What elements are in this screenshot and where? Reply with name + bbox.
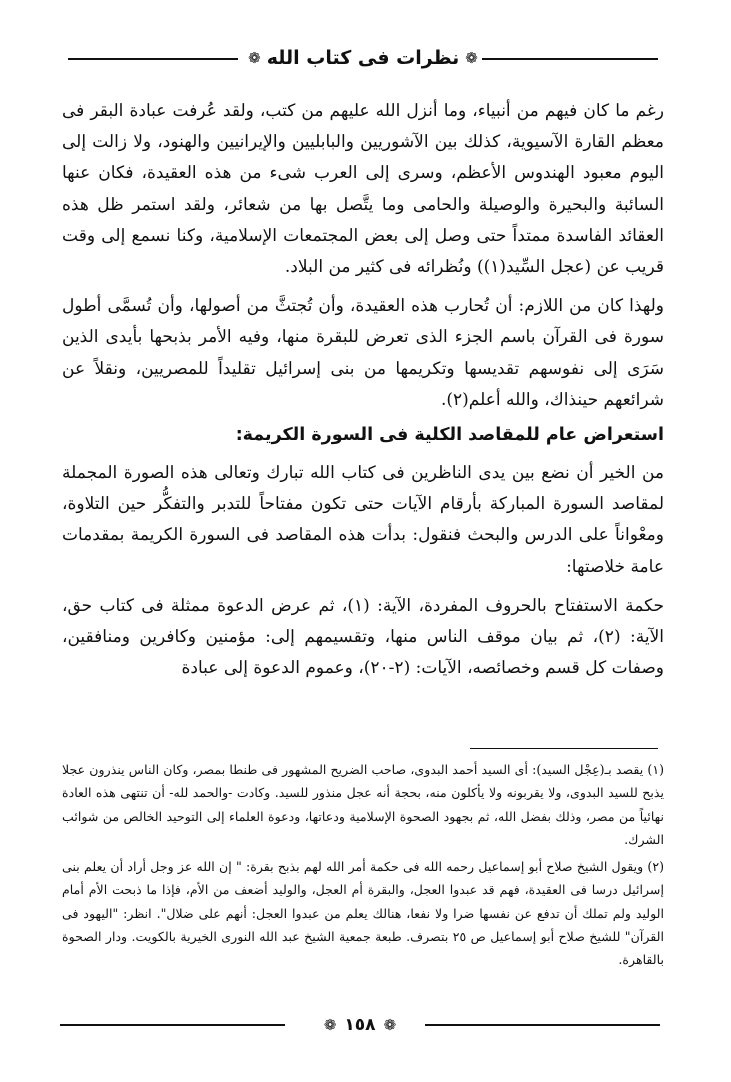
paragraph-4: حكمة الاستفتاح بالحروف المفردة، الآية: (١)، ثم عرض الدعوة ممثلة فى كتاب حق، الآية: (٢)، ثم بيان موقف الناس منها، وتقسيمهم إلى: مؤمنين وكافرين ومنافقين، وصفات كل قسم وخصائصه، الآيات: (٢-٢٠)، وعموم الدعوة إلى عبادة (62, 595, 665, 679)
footer-rule-right (425, 1024, 660, 1026)
header-rule-left (68, 58, 238, 60)
footnote-1: (١) يقصد بـ(عِجْل السيد): أى السيد أحمد البدوى، صاحب الضريح المشهور فى طنطا بمصر، وكان الناس ينذرون عجلا يذبح للسيد البدوى، ولا يقربونه ولا يأكلون منه، بحجة أنه عجل منذور للسيد. وكادت -والحمد لله- أن تنتهى هذه العادة نهائياً من مصر، وذلك بفضل الله، ثم بجهود الصحوة الإسلامية ودعاتها، ودعوة العلماء إلى التوحيد الخالص من شوائب الشرك. (62, 762, 664, 847)
ornament-icon: ❁ (248, 48, 261, 67)
footer-rule-left (60, 1024, 285, 1026)
main-text (62, 96, 664, 684)
footnote-2: (٢) ويقول الشيخ صلاح أبو إسماعيل رحمه الله فى حكمة أمر الله لهم بذبح بقرة: " إن الله عز وجل أراد أن يعلم بنى إسرائيل درسا فى العقيدة، فهم قد عبدوا العجل، والبقرة أم العجل، والوليد أضعف من الأم، فإذا ما ذبحت الأم أمام الوليد ولم تملك أن تدفع عن نفسها ضرا ولا نفعا، هنالك يعلم من عبدوا العجل: أنهم على ضلال". انظر: "اليهود فى القرآن" للشيخ صلاح أبو إسماعيل ص ٢٥ بتصرف. طبعة جمعية الشيخ عبد الله النورى الخيرية بالكويت. ودار الصحوة بالقاهرة. (62, 859, 665, 968)
running-title: نظرات فى كتاب الله (266, 47, 460, 69)
page-footer (60, 1011, 660, 1039)
running-title-group (244, 47, 482, 69)
footnotes (62, 758, 664, 972)
header-rule-right (478, 58, 658, 60)
paragraph-3: من الخير أن نضع بين يدى الناظرين فى كتاب الله تبارك وتعالى هذه الصورة المجملة لمقاصد السورة المباركة بأرقام الآيات حتى تكون مفتاحاً للتدبر والتفكُّر حين التلاوة، ومعْواناً على الدرس والبحث فنقول: بدأت هذه المقاصد فى السورة الكريمة بمقدمات عامة خلاصتها: (62, 463, 664, 577)
ornament-icon: ❁ (465, 48, 478, 67)
ornament-icon: ❁ (323, 1015, 337, 1034)
ornament-icon: ❁ (383, 1015, 397, 1034)
paragraph-2: ولهذا كان من اللازم: أن تُحارب هذه العقيدة، وأن تُجتثَّ من أصولها، وأن تُسمَّى أطول سورة فى القرآن باسم الجزء الذى تعرض للبقرة منها، وفيه الأمر بذبحها بأيدى الذين سَرَى إلى نفوسهم تقديسها وتكريمها من بنى إسرائيل تقليداً للمصريين، ونقلاً عن شرائعهم حينذاك، والله أعلم(٢). (62, 296, 664, 410)
footnote-separator (470, 748, 658, 749)
page-number: ١٥٨ (344, 1015, 376, 1035)
section-heading: استعراض عام للمقاصد الكلية فى السورة الكريمة: (235, 425, 664, 446)
page-number-group (320, 1015, 400, 1035)
page-header (68, 44, 658, 72)
paragraph-1: رغم ما كان فيهم من أنبياء، وما أنزل الله عليهم من كتب، ولقد عُرفت عبادة البقر فى معظم القارة الآسيوية، كذلك بين الآشوريين والبابليين والإيرانيين والهنود، ولا زالت إلى اليوم معبود الهندوس الأعظم، وسرى إلى العرب شىء من هذه العقيدة، فكان عنها السائبة والبحيرة والوصيلة والحامى وما يتَّصل بها من شعائر، ولقد استمر ظل هذه العقائد الفاسدة ممتداً حتى وصل إلى بعض المجتمعات الإسلامية، وكنا نسمع إلى وقت قريب عن (عجل السِّيد(١)) ونُظرائه فى كثير من البلاد. (62, 101, 664, 278)
